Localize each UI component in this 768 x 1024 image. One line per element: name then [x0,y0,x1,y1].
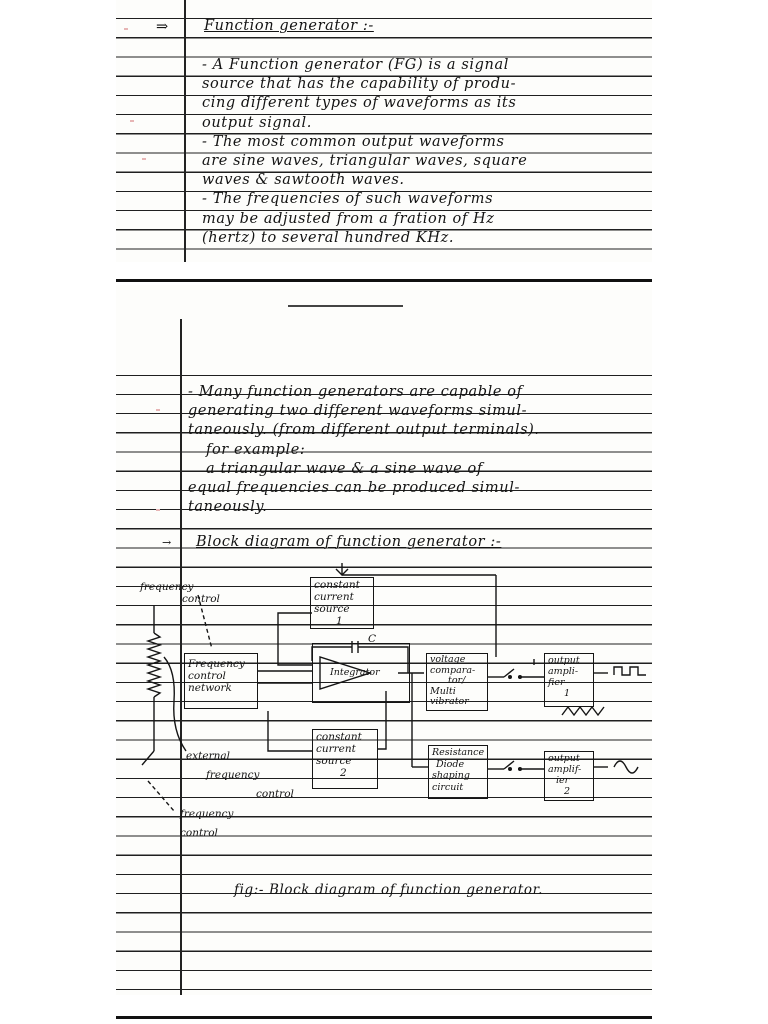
label-line: Frequency [188,658,245,670]
text-line: cing different types of waveforms as its [202,95,517,112]
page-2-body [188,383,540,517]
margin-dot [156,409,160,411]
label-line: vibrator [430,696,469,707]
voltage-comparator-multivibrator-block [426,653,488,711]
label-line: 2 [564,786,571,797]
label-line: shaping [432,770,470,781]
label-line: 2 [340,767,347,779]
label-line: 1 [564,688,571,699]
label-line: control [180,827,218,839]
page-1-body [202,56,527,248]
label-line: 1 [336,615,343,627]
arrow-marker: → [162,536,172,549]
label-line: amplif- [548,764,582,775]
constant-current-source-1-block [310,577,374,629]
label-line: voltage [430,654,466,665]
label-line: output [548,655,580,666]
label-line: Multi [430,685,456,697]
label-line: circuit [432,781,464,793]
margin-dot [156,509,160,511]
page-separator [116,1016,652,1019]
margin-line-top [180,319,182,375]
label-line: Diode [436,758,465,770]
label-line: frequency [140,581,194,593]
label-line: network [188,682,232,694]
frequency-control-label-2 [180,805,233,843]
text-line: a triangular wave & a sine wave of [206,460,483,477]
text-line: - The frequencies of such waveforms [202,191,494,208]
constant-current-source-2-block [312,729,378,789]
block-diagram [116,561,652,861]
block-diagram-heading: Block diagram of function generator :- [196,534,502,550]
label-line: output [548,753,580,764]
margin-dot [124,28,128,30]
text-line: output signal. [202,114,312,131]
text-line: (hertz) to several hundred KHz. [202,229,455,246]
text-line: generating two different waveforms simul- [188,403,528,420]
page-top-blank [116,285,652,375]
text-line: may be adjusted from a fration of Hz [202,210,495,227]
text-line: taneously. (from different output terminals). [188,422,540,439]
label-line: current [314,591,354,603]
arrow-marker: ⇒ [156,19,169,35]
page-1-heading: Function generator :- [204,18,374,34]
notebook-page-1 [116,0,652,262]
page-separator [116,279,652,282]
text-line: for example: [206,441,306,458]
figure-caption: fig:- Block diagram of function generator. [234,882,544,898]
integrator-label: Integrator [330,667,380,678]
text-line: taneously. [188,499,268,516]
text-line: - The most common output waveforms [202,133,505,150]
text-line: equal frequencies can be produced simul- [188,480,520,497]
label-line: control [188,670,226,682]
label-line: ampli- [548,666,579,677]
text-line: source that has the capability of produ- [202,76,517,93]
label-line: Resistance [432,747,485,758]
label-line: external [186,750,230,762]
capacitor-label: C [368,633,377,645]
text-line: - Many function generators are capable of [188,384,523,400]
page-1-margin-line [184,0,186,262]
label-line: source [314,603,350,615]
label-line: control [256,788,294,800]
resistance-diode-shaping-circuit-block [428,745,488,799]
text-line: waves & sawtooth waves. [202,172,405,189]
output-amplifier-2-block [544,751,594,801]
top-smudge-line [288,305,403,307]
margin-dot [130,120,134,122]
margin-dot [142,158,146,160]
label-line: current [316,743,356,755]
text-line: - A Function generator (FG) is a signal [202,57,509,73]
output-amplifier-1-block [544,653,594,707]
frequency-control-label [140,581,220,605]
external-frequency-control-label [186,747,294,804]
label-line: tor/ [448,675,466,686]
label-line: source [316,755,352,767]
label-line: fier [548,677,565,688]
label-line: constant [314,579,360,591]
notebook-page-2 [116,285,652,995]
label-line: ier [556,775,570,786]
frequency-control-network-block [184,653,258,709]
label-line: frequency [180,808,234,820]
text-line: are sine waves, triangular waves, square [202,153,528,170]
label-line: control [182,593,220,605]
label-line: frequency [206,769,260,781]
label-line: constant [316,731,362,743]
label-line: compara- [430,664,476,676]
